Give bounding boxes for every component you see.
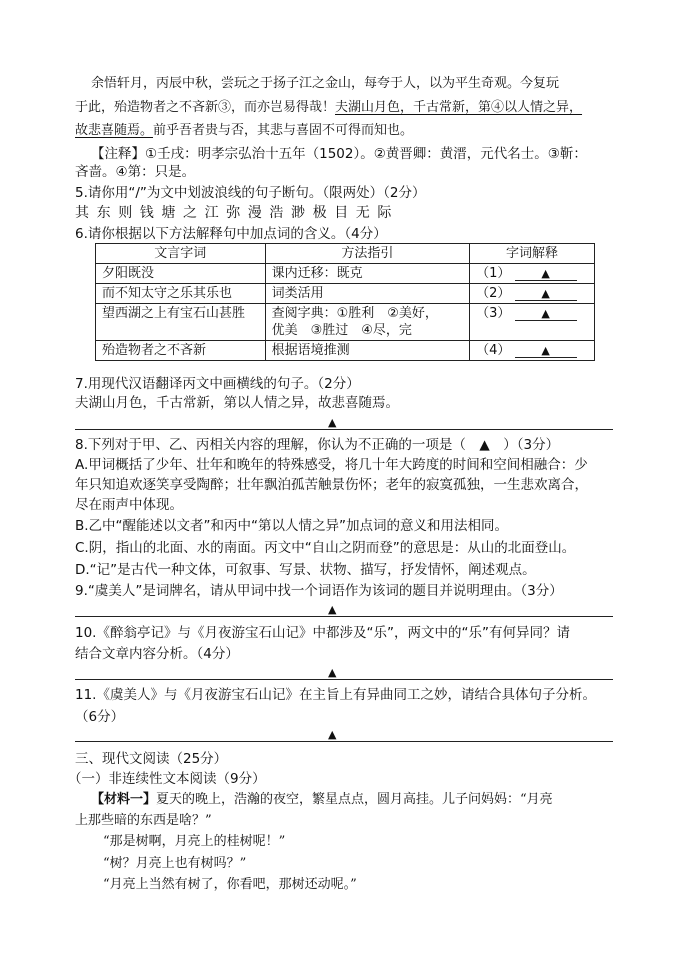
q6-method-line-1: 查阅字典：①胜利 ②美好， [271,306,438,321]
q6-answer-cell [470,304,595,341]
q8-prompt: 8.下列对于甲、乙、丙相关内容的理解，你认为不正确的一项是（ ▲ ）（3分） [75,437,560,453]
passage-line-2-text: 于此，殆造物者之不吝新③，而亦岂易得哉！ [75,100,336,115]
q10-prompt-line-2: 结合文章内容分析。（4分） [75,646,239,662]
q8-option-a-line-1: A.甲词概括了少年、壮年和晚年的特殊感受，将几十年大跨度的时间和空间相融合：少 [75,457,588,473]
section3-title: 三、现代文阅读（25分） [75,751,228,767]
q6-method: 词类活用 [265,284,470,304]
material-1-line-2: 上那些暗的东西是啥？” [75,813,212,828]
q6-prompt: 6.请你根据以下方法解释句中加点词的含义。（4分） [75,226,387,242]
q6-answer-num: （3） [476,306,511,321]
q6-word: 夕阳既没 [96,264,266,284]
passage-line-1: 余悟轩月，丙辰中秋，尝玩之于扬子江之金山，每夸于人，以为平生奇观。今复玩 [91,76,560,91]
q10-answer-line[interactable] [75,679,613,680]
q7-sentence: 夫湖山月色，千古常新，第以人情之异，故悲喜随焉。 [75,395,399,411]
q9-answer-mark: ▲ [328,603,337,616]
q8-option-b: B.乙中“醒能述以文者”和丙中“第以人情之异”加点词的意义和用法相同。 [75,518,509,534]
q6-word: 望西湖之上有宝石山甚胜 [96,304,266,341]
q11-answer-line[interactable] [75,741,613,742]
section3-subtitle: （一）非连续性文本阅读（9分） [68,771,266,787]
q6-method-line-2: 优美 ③胜过 ④尽，完 [271,323,412,338]
q6-answer-blank[interactable]: ▲ [515,267,577,281]
q6-header-word: 文言字词 [96,244,266,264]
q10-answer-mark: ▲ [328,666,337,679]
q8-option-a-line-2: 年只知追欢逐笑享受陶醉；壮年飘泊孤苦触景伤怀；老年的寂寞孤独，一生悲欢离合， [75,477,588,493]
q11-prompt-line-2: （6分） [75,709,125,725]
q6-method: 根据语境推测 [265,341,470,361]
passage-line-3 [75,122,413,140]
q6-table [95,243,595,361]
q8-option-c: C.阴，指山的北面、水的南面。丙文中“自山之阴而登”的意思是：从山的北面登山。 [75,540,576,556]
q10-prompt-line-1: 10.《醉翁亭记》与《月夜游宝石山记》中都涉及“乐”，两文中的“乐”有何异同？请 [75,625,570,641]
q6-method: 课内迁移：既克 [265,264,470,284]
q6-word: 而不知太守之乐其乐也 [96,284,266,304]
q7-answer-mark: ▲ [328,416,337,429]
q6-row [96,304,595,341]
notes-line-1: 【注释】①壬戌：明孝宗弘治十五年（1502）。②黄晋卿：黄溍，元代名士。③靳： [91,146,587,162]
q9-answer-line[interactable] [75,616,613,617]
dialogue-line-2: “树？月亮上也有树吗？” [103,856,247,871]
q6-header-method: 方法指引 [265,244,470,264]
q6-header-explain: 字词解释 [470,244,595,264]
passage-line-3-text: 前乎吾者贵与否，其悲与喜固不可得而知也。 [153,123,414,138]
q5-sentence: 其东则钱塘之江弥漫浩渺极目无际 [75,205,399,221]
q6-row [96,341,595,361]
passage-underlined-1: 夫湖山月色，千古常新，第④以人情之异， [335,100,583,115]
dialogue-line-1: “那是树啊，月亮上的桂树呢！” [103,834,286,849]
material-1-line-1 [91,791,553,809]
passage-underlined-2: 故悲喜随焉。 [75,123,154,138]
q11-answer-mark: ▲ [328,728,337,741]
q8-option-d: D.“记”是古代一种文体，可叙事、写景、状物、描写，抒发情怀，阐述观点。 [75,562,536,578]
q6-answer-blank[interactable]: ▲ [515,287,577,301]
passage-line-2 [75,99,582,117]
q6-header-row [96,244,595,264]
q6-method [265,304,470,341]
q9-prompt: 9.“虞美人”是词牌名，请从甲词中找一个词语作为该词的题目并说明理由。（3分） [75,583,563,599]
q6-answer-cell [470,341,595,361]
q6-answer-num: （1） [476,266,511,281]
q8-option-a-line-3: 尽在雨声中体现。 [75,497,183,513]
dialogue-line-3: “月亮上当然有树了，你看吧，那树还动呢。” [103,877,357,892]
q6-answer-blank[interactable]: ▲ [515,344,577,358]
q6-answer-cell [470,264,595,284]
q6-word: 殆造物者之不吝新 [96,341,266,361]
q7-prompt: 7.用现代汉语翻译丙文中画横线的句子。（2分） [75,376,360,392]
q7-answer-line[interactable] [75,429,613,430]
q6-answer-blank[interactable]: ▲ [515,307,577,321]
q6-row [96,284,595,304]
q6-answer-num: （4） [476,343,511,358]
notes-line-2: 吝啬。④第：只是。 [75,164,196,180]
material-1-text: 夏天的晚上，浩瀚的夜空，繁星点点，圆月高挂。儿子问妈妈：“月亮 [156,792,553,807]
q6-answer-num: （2） [476,286,511,301]
q5-prompt: 5.请你用“/”为文中划波浪线的句子断句。（限两处）（2分） [75,185,426,201]
q6-row [96,264,595,284]
q6-answer-cell [470,284,595,304]
material-1-label: 【材料一】 [91,792,157,807]
q11-prompt-line-1: 11.《虞美人》与《月夜游宝石山记》在主旨上有异曲同工之妙，请结合具体句子分析。 [75,687,596,703]
